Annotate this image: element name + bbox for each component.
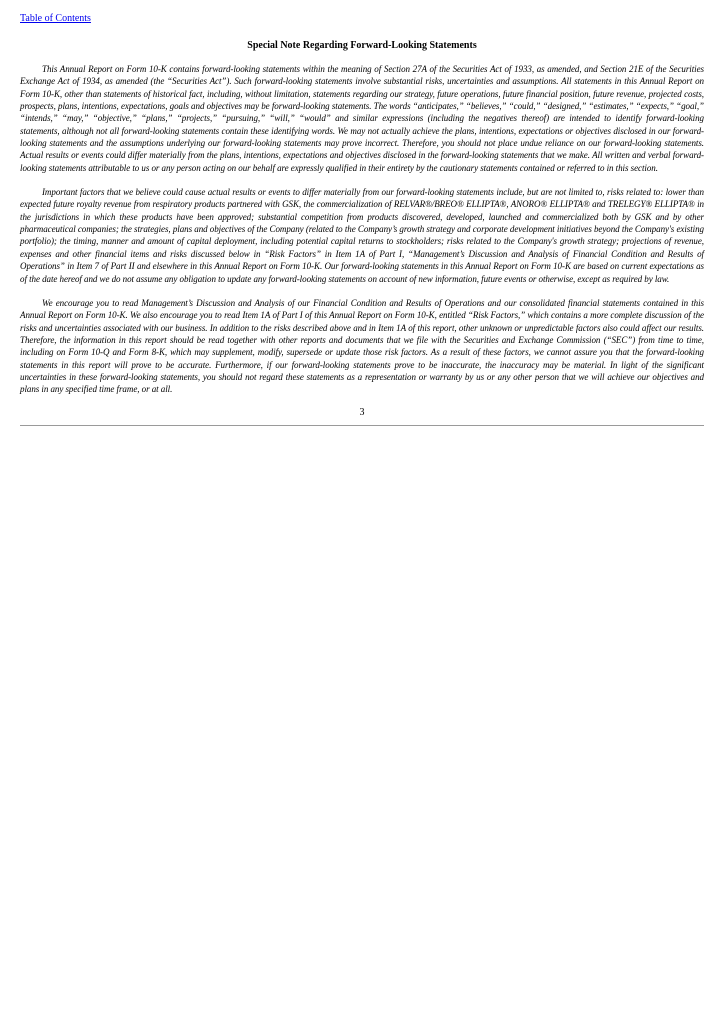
page-divider [20,425,704,426]
document-page [20,8,704,426]
page-number: 3 [359,406,365,418]
table-of-contents-link[interactable]: Table of Contents [20,13,91,24]
paragraph-forward-looking-intro: This Annual Report on Form 10-K contains forward-looking statements within the meaning of Section 27A of the Securities Act of 1933, as amended, and Section 21E of the Securities Exchange Act of 1934, as amended (the “Securities Act”). Such forward-looking statements involve substantial risks, uncertainties and assumptions. All statements in this Annual Report on Form 10-K, other than statements of historical fact, including, without limitation, statements regarding our strategy, future operations, future financial position, future revenue, projected costs, prospects, plans, intentions, expectations, goals and objectives may be forward-looking statements. The words “anticipates,” “believes,” “could,” “designed,” “estimates,” “expects,” “goal,” “intends,” “may,” “objective,” “plans,” “projects,” “pursuing,” “will,” “would” and similar expressions (including the negatives thereof) are intended to identify forward-looking statements, although not all forward-looking statements contain these identifying words. We may not actually achieve the plans, intentions, expectations or objectives disclosed in our forward-looking statements and the assumptions underlying our forward-looking statements may prove incorrect. Therefore, you should not place undue reliance on our forward-looking statements. Actual results or events could differ materially from the plans, intentions, expectations and objectives disclosed in the forward-looking statements that we make. All written and verbal forward-looking statements attributable to us or any person acting on our behalf are expressly qualified in their entirety by the cautionary statements contained or referred to in this section. [20,64,704,173]
paragraph-encouragement: We encourage you to read Management’s Discussion and Analysis of our Financial Condition and Results of Operations and our consolidated financial statements contained in this Annual Report on Form 10-K. We also encourage you to read Item 1A of Part I of this Annual Report on Form 10-K, entitled “Risk Factors,” which contains a more complete discussion of the risks and uncertainties associated with our business. In addition to the risks described above and in Item 1A of this report, other unknown or unpredictable factors also could affect our results. Therefore, the information in this report should be read together with other reports and documents that we file with the Securities and Exchange Commission (“SEC”) from time to time, including on Form 10-Q and Form 8-K, which may supplement, modify, supersede or update those risk factors. As a result of these factors, we cannot assure you that the forward-looking statements in this report will prove to be accurate. Furthermore, if our forward-looking statements prove to be inaccurate, the inaccuracy may be material. In light of the significant uncertainties in these forward-looking statements, you should not regard these statements as a representation or warranty by us or any other person that we will achieve our objectives and plans in any specified time frame, or at all. [20,297,704,395]
section-title: Special Note Regarding Forward-Looking Statements [247,40,477,51]
paragraph-important-factors: Important factors that we believe could cause actual results or events to differ materially from our forward-looking statements include, but are not limited to, risks related to: lower than expected future royalty revenue from respiratory products partnered with GSK, the commercialization of RELVAR®/BREO® ELLIPTA®, ANORO® ELLIPTA® and TRELEGY® ELLIPTA® in the jurisdictions in which these products have been approved; substantial competition from products discovered, developed, launched and commercialized both by GSK and by other pharmaceutical companies; the strategies, plans and objectives of the Company (related to the Company’s growth strategy and corporate development initiatives beyond the Company's existing portfolio); the timing, manner and amount of capital deployment, including potential capital returns to stockholders; risks related to the Company's growth strategy; projections of revenue, expenses and other financial items and risks discussed below in “Risk Factors” in Item 1A of Part I, “Management’s Discussion and Analysis of Financial Condition and Results of Operations” in Item 7 of Part II and elsewhere in this Annual Report on Form 10-K. Our forward-looking statements in this Annual Report on Form 10-K are based on current expectations as of the date hereof and we do not assume any obligation to update any forward-looking statements on account of new information, future events or otherwise, except as required by law. [20,187,704,284]
